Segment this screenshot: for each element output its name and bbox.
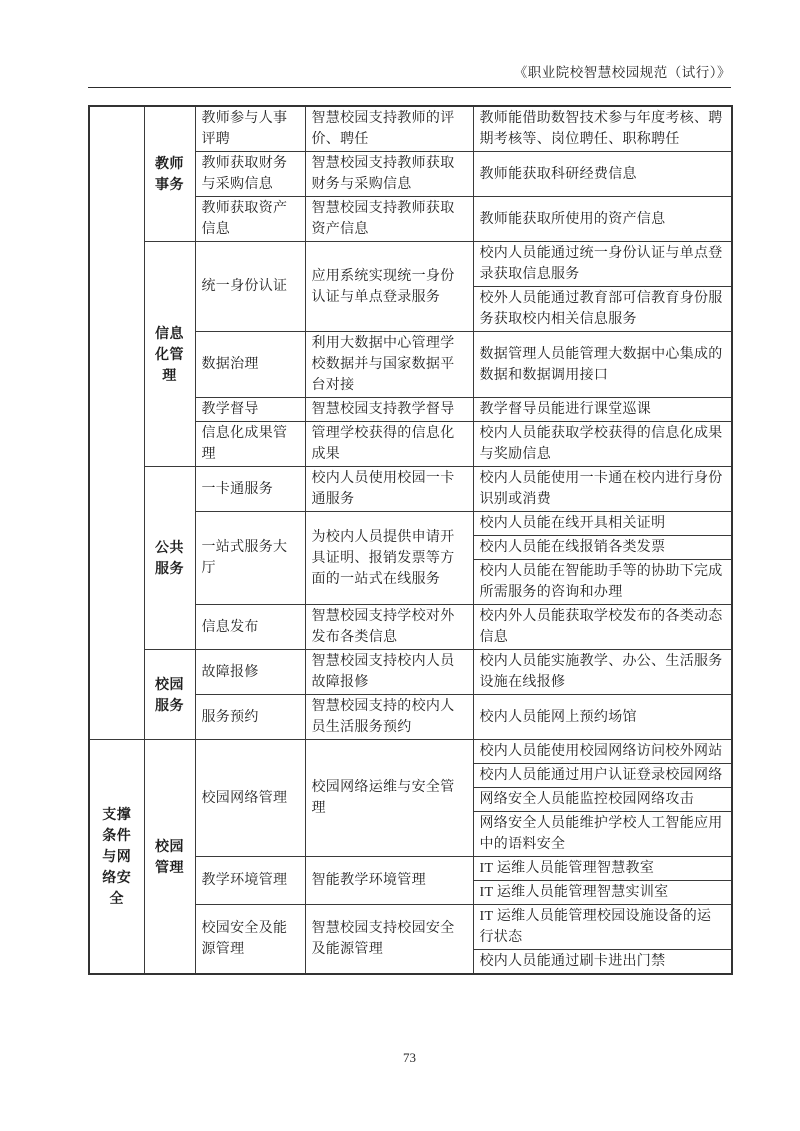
page-header-title: 《职业院校智慧校园规范（试行）》: [513, 65, 731, 80]
category-level2-cell: 公共服务: [144, 467, 195, 650]
item-description-cell: 智慧校园支持校园安全及能源管理: [305, 905, 473, 975]
item-description-cell: 智慧校园支持教学督导: [305, 398, 473, 422]
requirement-cell: 教师能获取科研经费信息: [473, 152, 732, 197]
category-level2-cell: 教师事务: [144, 106, 195, 242]
requirement-cell: 校内人员能通过用户认证登录校园网络: [473, 764, 732, 788]
requirement-cell: 网络安全人员能监控校园网络攻击: [473, 788, 732, 812]
requirement-cell: 校内人员能在智能助手等的协助下完成所需服务的咨询和办理: [473, 560, 732, 605]
table-row: [89, 467, 732, 512]
item-description-cell: 校内人员使用校园一卡通服务: [305, 467, 473, 512]
item-name-cell: 数据治理: [195, 332, 305, 398]
spec-table-body: [89, 106, 732, 974]
requirement-cell: 教师能借助数智技术参与年度考核、聘期考核等、岗位聘任、职称聘任: [473, 106, 732, 152]
category-level1-cell: 支撑条件与网络安全: [89, 740, 144, 975]
requirement-cell: 数据管理人员能管理大数据中心集成的数据和数据调用接口: [473, 332, 732, 398]
item-description-cell: 智慧校园支持教师的评价、聘任: [305, 106, 473, 152]
item-name-cell: 信息发布: [195, 605, 305, 650]
table-row: [89, 242, 732, 287]
item-description-cell: 智慧校园支持的校内人员生活服务预约: [305, 695, 473, 740]
table-row: [89, 650, 732, 695]
item-name-cell: 故障报修: [195, 650, 305, 695]
category-level2-cell: 信息化管理: [144, 242, 195, 467]
item-description-cell: 为校内人员提供申请开具证明、报销发票等方面的一站式在线服务: [305, 512, 473, 605]
item-description-cell: 应用系统实现统一身份认证与单点登录服务: [305, 242, 473, 332]
item-description-cell: 利用大数据中心管理学校数据并与国家数据平台对接: [305, 332, 473, 398]
item-name-cell: 教师参与人事评聘: [195, 106, 305, 152]
item-description-cell: 校园网络运维与安全管理: [305, 740, 473, 857]
item-name-cell: 校园安全及能源管理: [195, 905, 305, 975]
requirement-cell: 校内人员能通过统一身份认证与单点登录获取信息服务: [473, 242, 732, 287]
item-name-cell: 信息化成果管理: [195, 422, 305, 467]
category-level2-cell: 校园服务: [144, 650, 195, 740]
item-name-cell: 服务预约: [195, 695, 305, 740]
item-description-cell: 智慧校园支持学校对外发布各类信息: [305, 605, 473, 650]
item-description-cell: 智能教学环境管理: [305, 857, 473, 905]
item-description-cell: 智慧校园支持教师获取资产信息: [305, 197, 473, 242]
requirement-cell: 校外人员能通过教育部可信教育身份服务获取校内相关信息服务: [473, 287, 732, 332]
page-number: 73: [403, 1050, 416, 1065]
category-level1-cell: [89, 106, 144, 740]
item-name-cell: 校园网络管理: [195, 740, 305, 857]
spec-table: [88, 105, 733, 975]
item-name-cell: 一站式服务大厅: [195, 512, 305, 605]
header-divider: [88, 87, 731, 88]
requirement-cell: 校内人员能使用一卡通在校内进行身份识别或消费: [473, 467, 732, 512]
item-name-cell: 教学环境管理: [195, 857, 305, 905]
item-name-cell: 一卡通服务: [195, 467, 305, 512]
item-description-cell: 智慧校园支持校内人员故障报修: [305, 650, 473, 695]
requirement-cell: 校内人员能获取学校获得的信息化成果与奖励信息: [473, 422, 732, 467]
table-row: [89, 740, 732, 764]
requirement-cell: 校内人员能使用校园网络访问校外网站: [473, 740, 732, 764]
requirement-cell: 教师能获取所使用的资产信息: [473, 197, 732, 242]
item-name-cell: 统一身份认证: [195, 242, 305, 332]
requirement-cell: IT 运维人员能管理智慧教室: [473, 857, 732, 881]
item-description-cell: 管理学校获得的信息化成果: [305, 422, 473, 467]
requirement-cell: 网络安全人员能维护学校人工智能应用中的语料安全: [473, 812, 732, 857]
table-row: [89, 106, 732, 152]
requirement-cell: 校内人员能网上预约场馆: [473, 695, 732, 740]
item-description-cell: 智慧校园支持教师获取财务与采购信息: [305, 152, 473, 197]
requirement-cell: 教学督导员能进行课堂巡课: [473, 398, 732, 422]
requirement-cell: 校内外人员能获取学校发布的各类动态信息: [473, 605, 732, 650]
requirement-cell: IT 运维人员能管理智慧实训室: [473, 881, 732, 905]
requirement-cell: 校内人员能实施教学、办公、生活服务设施在线报修: [473, 650, 732, 695]
requirement-cell: 校内人员能在线开具相关证明: [473, 512, 732, 536]
requirement-cell: 校内人员能通过刷卡进出门禁: [473, 950, 732, 975]
requirement-cell: 校内人员能在线报销各类发票: [473, 536, 732, 560]
category-level2-cell: 校园管理: [144, 740, 195, 975]
requirement-cell: IT 运维人员能管理校园设施设备的运行状态: [473, 905, 732, 950]
item-name-cell: 教学督导: [195, 398, 305, 422]
item-name-cell: 教师获取资产信息: [195, 197, 305, 242]
item-name-cell: 教师获取财务与采购信息: [195, 152, 305, 197]
